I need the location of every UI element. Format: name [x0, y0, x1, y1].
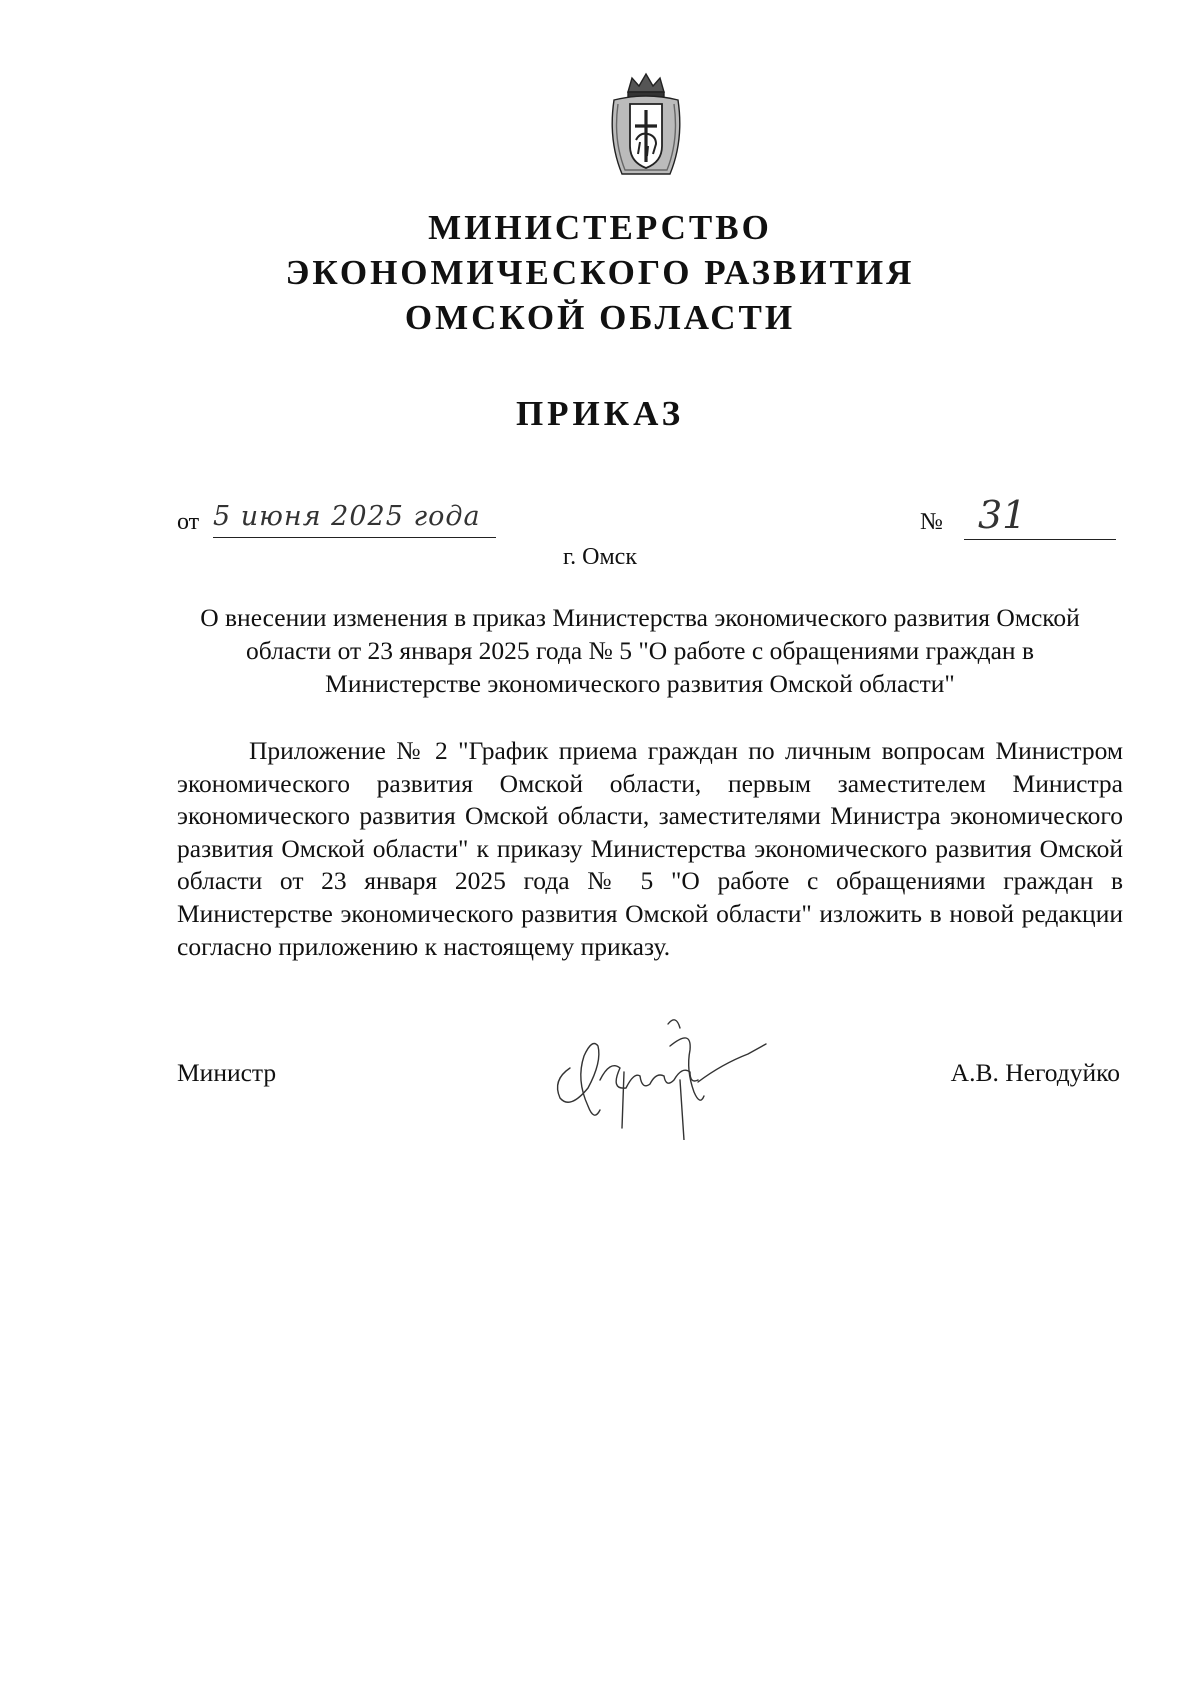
document-date — [177, 501, 517, 545]
signatory-name: А.В. Негодуйко — [950, 1058, 1120, 1087]
handwritten-number: 31 — [978, 493, 1027, 537]
signature-icon — [540, 1010, 785, 1140]
document-number — [920, 493, 1120, 545]
handwritten-date: 5 июня 2025 года — [213, 501, 481, 532]
ministry-name-line-2: ЭКОНОМИЧЕСКОГО РАЗВИТИЯ — [285, 253, 915, 292]
signatory-title: Министр — [177, 1058, 277, 1087]
date-underline — [213, 537, 496, 538]
number-prefix: № — [920, 509, 943, 535]
city: г. Омск — [563, 544, 637, 570]
ministry-name-line-3: ОМСКОЙ ОБЛАСТИ — [404, 298, 796, 337]
omsk-coat-of-arms-icon — [604, 70, 688, 182]
document-type: ПРИКАЗ — [515, 394, 685, 433]
order-title: О внесении изменения в приказ Министерства экономического развития Омской области от 23 января 2025 года № 5 "О работе с обращениями граждан в Министерстве экономического развития Омской области" — [200, 603, 1080, 698]
order-body: Приложение № 2 "График приема граждан по личным вопросам Министром экономического развития Омской области, первым заместителем Министра экономического развития Омской области, заместителями Министра экономического развития Омской области" к приказу Министерства экономического развития Омской области от 23 января 2025 года № 5 "О работе с обращениями граждан в Министерстве экономического развития Омской области" изложить в новой редакции согласно приложению к настоящему приказу. — [177, 736, 1123, 961]
number-underline — [964, 539, 1116, 540]
date-prefix: от — [177, 509, 200, 535]
ministry-name-line-1: МИНИСТЕРСТВО — [428, 208, 772, 247]
